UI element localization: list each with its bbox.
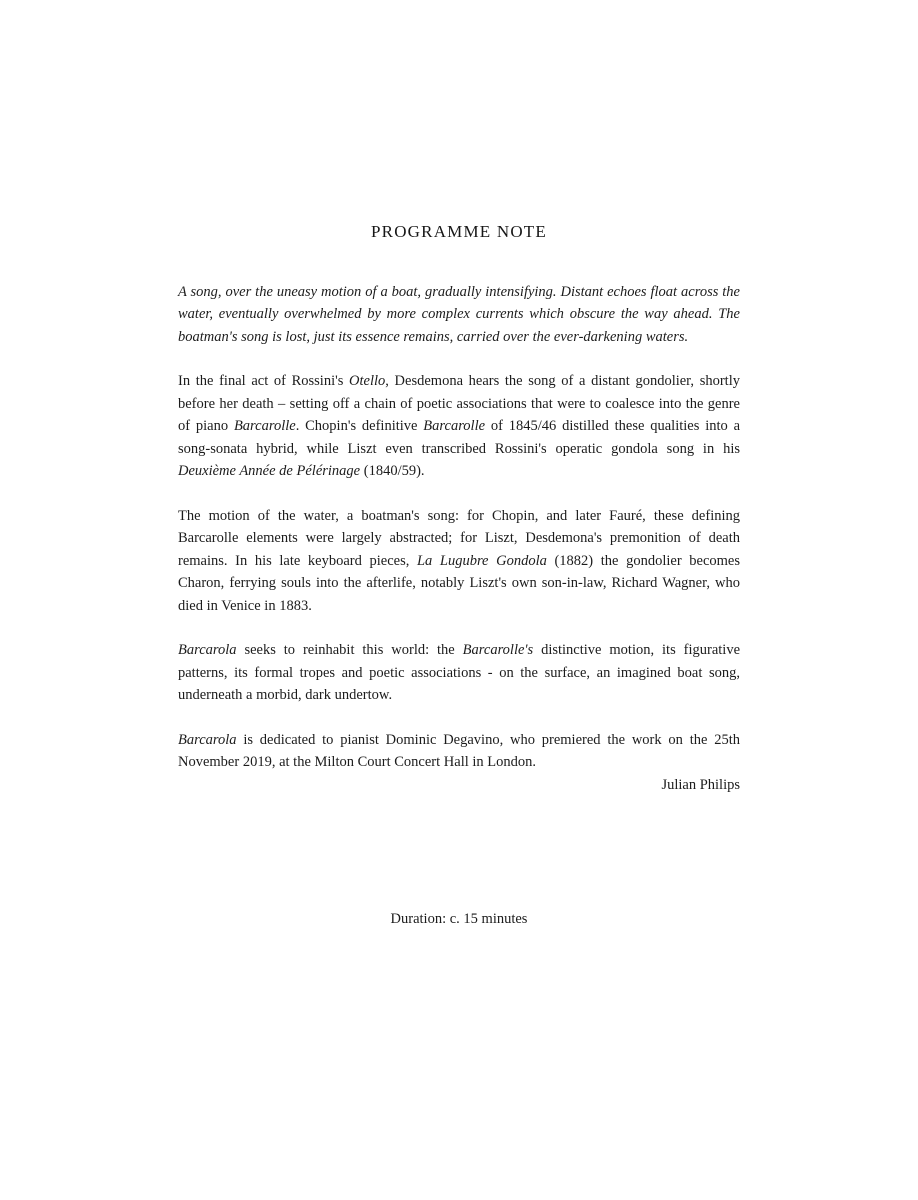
programme-note [178, 0, 740, 931]
paragraph: In the final act of Rossini's Otello, Desdemona hears the song of a distant gondolier, shortly before her death – setting off a chain of poetic associations that were to coalesce into the genre of piano Barcarolle. Chopin's definitive Barcarolle of 1845/46 distilled these qualities into a song-sonata hybrid, while Liszt even transcribed Rossini's operatic gondola song in his Deuxième Année de Pélérinage (1840/59). [178, 373, 741, 479]
paragraph: Barcarola seeks to reinhabit this world: the Barcarolle's distinctive motion, its figurative patterns, its formal tropes and poetic associations - on the surface, an imagined boat song, underneath a morbid, dark undertow. [178, 642, 741, 703]
paragraph: Barcarola is dedicated to pianist Dominic Degavino, who premiered the work on the 25th November 2019, at the Milton Court Concert Hall in London. [178, 731, 740, 770]
page-title: PROGRAMME NOTE [371, 222, 547, 241]
epigraph: A song, over the uneasy motion of a boat, gradually intensifying. Distant echoes float across the water, eventually overwhelmed by more complex currents which obscure the way ahead. The boatman's song is lost, just its essence remains, carried over the ever-darkening waters. [178, 283, 740, 345]
paragraph: The motion of the water, a boatman's song: for Chopin, and later Fauré, these defining Barcarolle elements were largely abstracted; for Liszt, Desdemona's premonition of death remains. In his late keyboard pieces, La Lugubre Gondola (1882) the gondolier becomes Charon, ferrying souls into the afterlife, notably Liszt's own son-in-law, Richard Wagner, who died in Venice in 1883. [178, 507, 740, 614]
duration-note: Duration: c. 15 minutes [390, 911, 528, 927]
attribution: Julian Philips [661, 776, 740, 793]
